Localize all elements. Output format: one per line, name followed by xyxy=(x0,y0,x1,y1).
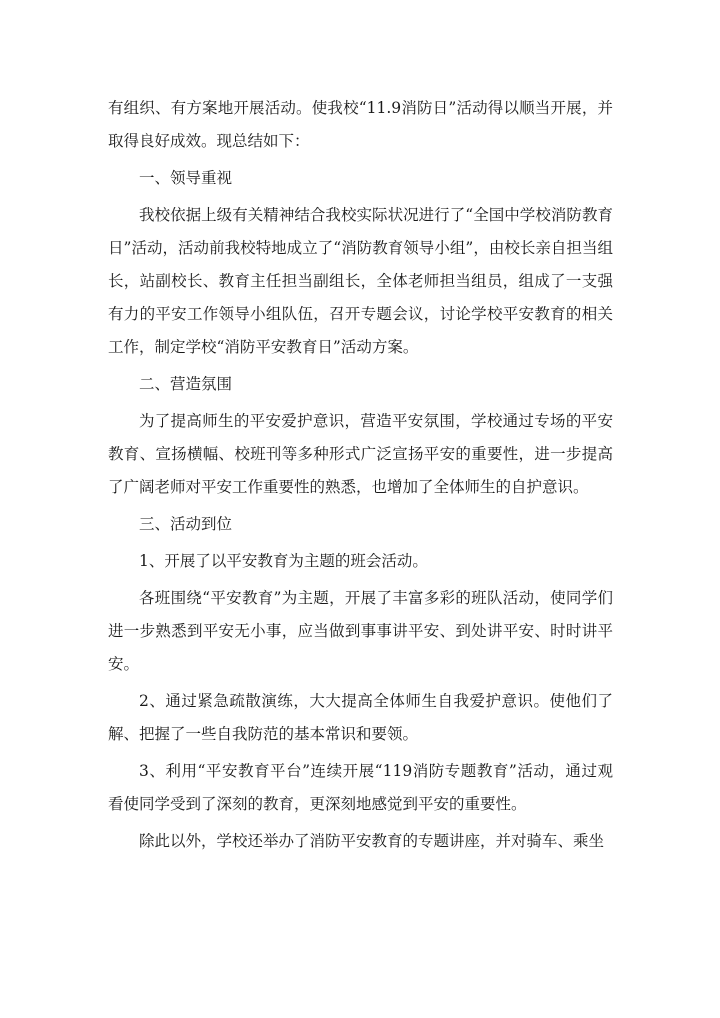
document-body xyxy=(108,92,613,862)
paragraph-leadership: 我校依据上级有关精神结合我校实际状况进行了“全国中学校消防教育日”活动，活动前我校特地成立了“消防教育领导小组”，由校长亲自担当组长，站副校长、教育主任担当副组长，全体老师担当组员，组成了一支强有力的平安工作领导小组队伍，召开专题会议，讨论学校平安教育的相关工作，制定学校“消防平安教育日”活动方案。 xyxy=(108,206,613,356)
paragraph-activity-2: 2、通过紧急疏散演练，大大提高全体师生自我爱护意识。使他们了解、把握了一些自我防范的基本常识和要领。 xyxy=(108,692,613,743)
paragraph-atmosphere: 为了提高师生的平安爱护意识，营造平安氛围，学校通过专场的平安教育、宣扬横幅、校班刊等多种形式广泛宣扬平安的重要性，进一步提高了广阔老师对平安工作重要性的熟悉，也增加了全体师生的自护意识。 xyxy=(108,412,613,496)
paragraph-activity-1: 1、开展了以平安教育为主题的班会活动。 xyxy=(139,552,428,570)
heading-atmosphere: 二、营造氛围 xyxy=(139,375,233,393)
paragraph-class-activities: 各班围绕“平安教育”为主题，开展了丰富多彩的班队活动，使同学们进一步熟悉到平安无小事，应当做到事事讲平安、到处讲平安、时时讲平安。 xyxy=(108,589,613,673)
heading-leadership: 一、领导重视 xyxy=(139,169,233,187)
paragraph-activity-3: 3、利用“平安教育平台”连续开展“119消防专题教育”活动，通过观看使同学受到了深刻的教育，更深刻地感觉到平安的重要性。 xyxy=(108,762,613,813)
paragraph-additional: 除此以外，学校还举办了消防平安教育的专题讲座，并对骑车、乘坐 xyxy=(139,832,605,850)
heading-activities: 三、活动到位 xyxy=(139,515,233,533)
paragraph-intro-continuation: 有组织、有方案地开展活动。使我校“11.9消防日”活动得以顺当开展，并取得良好成效。现总结如下： xyxy=(108,99,613,150)
